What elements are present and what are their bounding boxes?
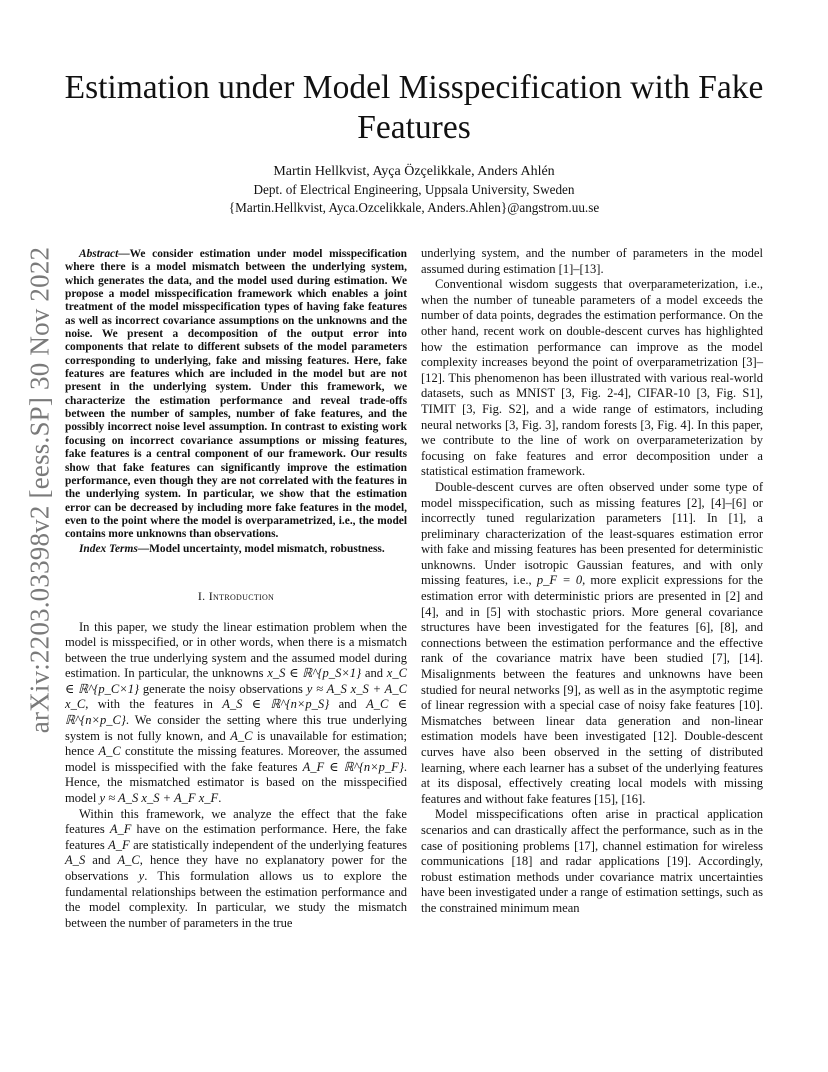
author-list: Martin Hellkvist, Ayça Özçelikkale, Anders Ahlén: [273, 164, 555, 179]
affiliation: Dept. of Electrical Engineering, Uppsala University, Sweden: [253, 182, 575, 197]
left-column: [65, 248, 407, 931]
math-xc-def: x_C ∈ ℝ^{p_C×1}: [65, 666, 407, 696]
intro-p2-text-c: are statistically independent of the underlying features: [129, 837, 407, 852]
intro-p2-text-d: and: [85, 853, 118, 868]
right-column: [421, 246, 763, 917]
math-ac: A_C: [98, 744, 121, 759]
arxiv-identifier: [16, 246, 64, 734]
intro-paragraph-1: In this paper, we study the linear estimation problem when the model is misspecified, or in other words, when there is a mismatch between the true underlying system and the assumed model during estimation. In particular, the unknowns x_S ∈ ℝ^{p_S×1} and x_C ∈ ℝ^{p_C×1} generate the noisy observations y ≈ A_S x_S + A_C x_C, with the features in A_S ∈ ℝ^{n×p_S} and A_C ∈ ℝ^{n×p_C}. We consider the setting where this true underlying system is not fully known, and A_C is unavailable for estimation; hence A_C constitute the missing features. Moreover, the assumed model is misspecified with the fake features A_F ∈ ℝ^{n×p_F}. Hence, the mismatched estimator is based on the misspecified model y ≈ A_S x_S + A_F x_F.: [65, 619, 408, 806]
intro-p4-text-a: Double-descent curves are often observed under some type of model misspecification, such as missing features [2], [4]–[6] or incorrectly tuned regularization parameters [11]. In [1], a preliminary characterization of the least-squares estimation error with fake and missing features has been presented for deterministic unknowns. Under isotropic Gaussian features, and with only missing features, i.e.,: [421, 479, 763, 588]
intro-p1-text-e: . We consider the setting where this true underlying system is not fully known, and: [65, 713, 407, 743]
index-terms: [65, 543, 407, 556]
intro-paragraph-3: Conventional wisdom suggests that overparameterization, i.e., when the number of tuneable parameters of a model exceeds the number of data points, degrades the estimation performance. On the other hand, recent work on double-descent curves has highlighted how the estimation performance can improve as the model complexity increases beyond the point of overparametrization [3]–[12]. This phenomenon has been illustrated with various real-world datasets, such as MNIST [3, Fig. 2-4], CIFAR-10 [3, Fig. S1], TIMIT [3, Fig. S2], and a wide range of estimators, including neural networks [3, Fig. 3], random forests [3, Fig. 4]. In this paper, we contribute to the line of work on overparameterization by focusing on fake features and error decomposition under a statistical estimation framework.: [421, 277, 763, 479]
intro-paragraph-4: [421, 480, 763, 807]
intro-p1-text-i: .: [218, 791, 222, 806]
math-af-def: A_F ∈ ℝ^{n×p_F}: [302, 759, 404, 774]
arxiv-identifier-text: arXiv:2203.03398v2 [eess.SP] 30 Nov 2022: [24, 246, 55, 734]
math-as-def: A_S ∈ ℝ^{n×p_S}: [222, 697, 330, 712]
author-emails: {Martin.Hellkvist, Ayca.Ozcelikkale, Anders.Ahlen}@angstrom.uu.se: [228, 200, 600, 215]
intro-p1-text-b: generate the noisy observations: [139, 681, 307, 696]
math-misspecified-model: y ≈ A_S x_S + A_F x_F: [99, 791, 219, 806]
abstract: [65, 248, 407, 542]
abstract-lead: Abstract: [79, 248, 119, 260]
intro-p1-text-f: is unavailable for estimation; hence: [65, 728, 407, 759]
section-number: I.: [197, 588, 209, 603]
section-heading-introduction: [65, 589, 407, 605]
intro-paragraph-2: [65, 807, 407, 932]
abstract-text: —We consider estimation under model misspecification where there is a model mismatch between the underlying system, which generates the data, and the model used during estimation. We propose a model misspecification framework which enables a joint treatment of the model misspecification types of having fake features as well as incorrect covariance assumptions on the unknowns and the noise. We present a decomposition of the output error into components that relate to different subsets of the model parameters corresponding to underlying, fake and missing features. Here, fake features are features which are included in the model but are not present in the underlying system. Under this framework, we characterize the estimation performance and reveal trade-offs between the number of samples, number of fake features, and the possibly incorrect noise level assumption. In contrast to existing work focusing on incorrect covariance assumptions or missing features, fake features is a central component of our framework. Our results show that fake features can significantly improve the estimation performance, even though they are not correlated with the features in the underlying system. In particular, we show that the estimation error can be decreased by including more fake features in the model, even to the point where the model is overparametrized, i.e., the model contains more unknowns than observations.: [65, 248, 407, 541]
intro-p2-text-b: have on the estimation performance. Here, the fake features: [65, 822, 407, 852]
intro-paragraph-5: Model misspecifications often arise in practical application scenarios and can drastically affect the performance, such as in the case of positioning problems [17], channel estimation for wireless communications [18] and radar applications [19]. Accordingly, robust estimation methods under covariance matrix uncertainties have been investigated under a range of estimation settings, such as the constrained minimum mean: [421, 807, 763, 915]
intro-p1-text-d: and: [329, 697, 367, 712]
math-ac-def: A_C ∈ ℝ^{n×p_C}: [65, 697, 408, 728]
intro-p2-text-a: Within this framework, we analyze the effect that the fake features: [65, 806, 407, 837]
index-terms-text: —Model uncertainty, model mismatch, robustness.: [137, 542, 385, 555]
math-as: A_S: [65, 853, 86, 868]
math-xs-def: x_S ∈ ℝ^{p_S×1}: [267, 666, 362, 681]
index-terms-lead: Index Terms: [79, 542, 138, 555]
math-af: A_F: [108, 837, 130, 852]
intro-p4-text-b: , more explicit expressions for the estimation error with deterministic priors are presented in [2] and [4], and in [5] with stochastic priors. More general covariance structures have been investigated for the features [6], [8], and connections between the estimation performance and the effective rank of the covariance matrix have been studied [7], [14]. Misalignments between the features and unknowns have been studied for neural networks [9], as well as in the asymptotic regime of linear regression with a special case of noisy fake features [10]. Mismatches between linear data generation and non-linear estimation models have been investigated [12]. Double-descent curves have also been observed in the setting of distributed learning, where each learner has a subset of the underlying features at its disposal, effectively creating local models with missing features and without fake features [15], [16].: [421, 573, 763, 806]
intro-p1-text-g: constitute the missing features. Moreover, the assumed model is misspecified with the fake features: [65, 744, 407, 774]
math-true-model: y ≈ A_S x_S + A_C x_C: [65, 681, 407, 712]
math-y: y: [138, 869, 145, 883]
section-title: Introduction: [208, 588, 275, 603]
math-af: A_F: [109, 822, 132, 837]
intro-p1-text-c: , with the features in: [85, 697, 223, 712]
intro-p1-text-a: In this paper, we study the linear estimation problem when the model is misspecified, or in other words, when there is a mismatch between the true underlying system and the assumed model during estimation. In particular, the unknowns: [65, 619, 407, 681]
math-pf-zero: p_F = 0: [536, 573, 583, 588]
math-ac: A_C: [117, 853, 140, 868]
intro-paragraph-continued: underlying system, and the number of parameters in the model assumed during estimation [1]–[13].: [421, 246, 763, 276]
math-ac: A_C: [230, 728, 253, 743]
paper-title: Estimation under Model Misspecification with Fake Features: [64, 69, 764, 146]
intro-p2-text-e: , hence they have no explanatory power for the observations: [65, 853, 407, 883]
intro-p2-text-f: . This formulation allows us to explore the fundamental relationships between the estimation performance and the model complexity. In particular, we study the mismatch between the number of parameters in the true: [65, 869, 407, 930]
intro-p1-text-h: . Hence, the mismatched estimator is based on the misspecified model: [65, 759, 407, 806]
